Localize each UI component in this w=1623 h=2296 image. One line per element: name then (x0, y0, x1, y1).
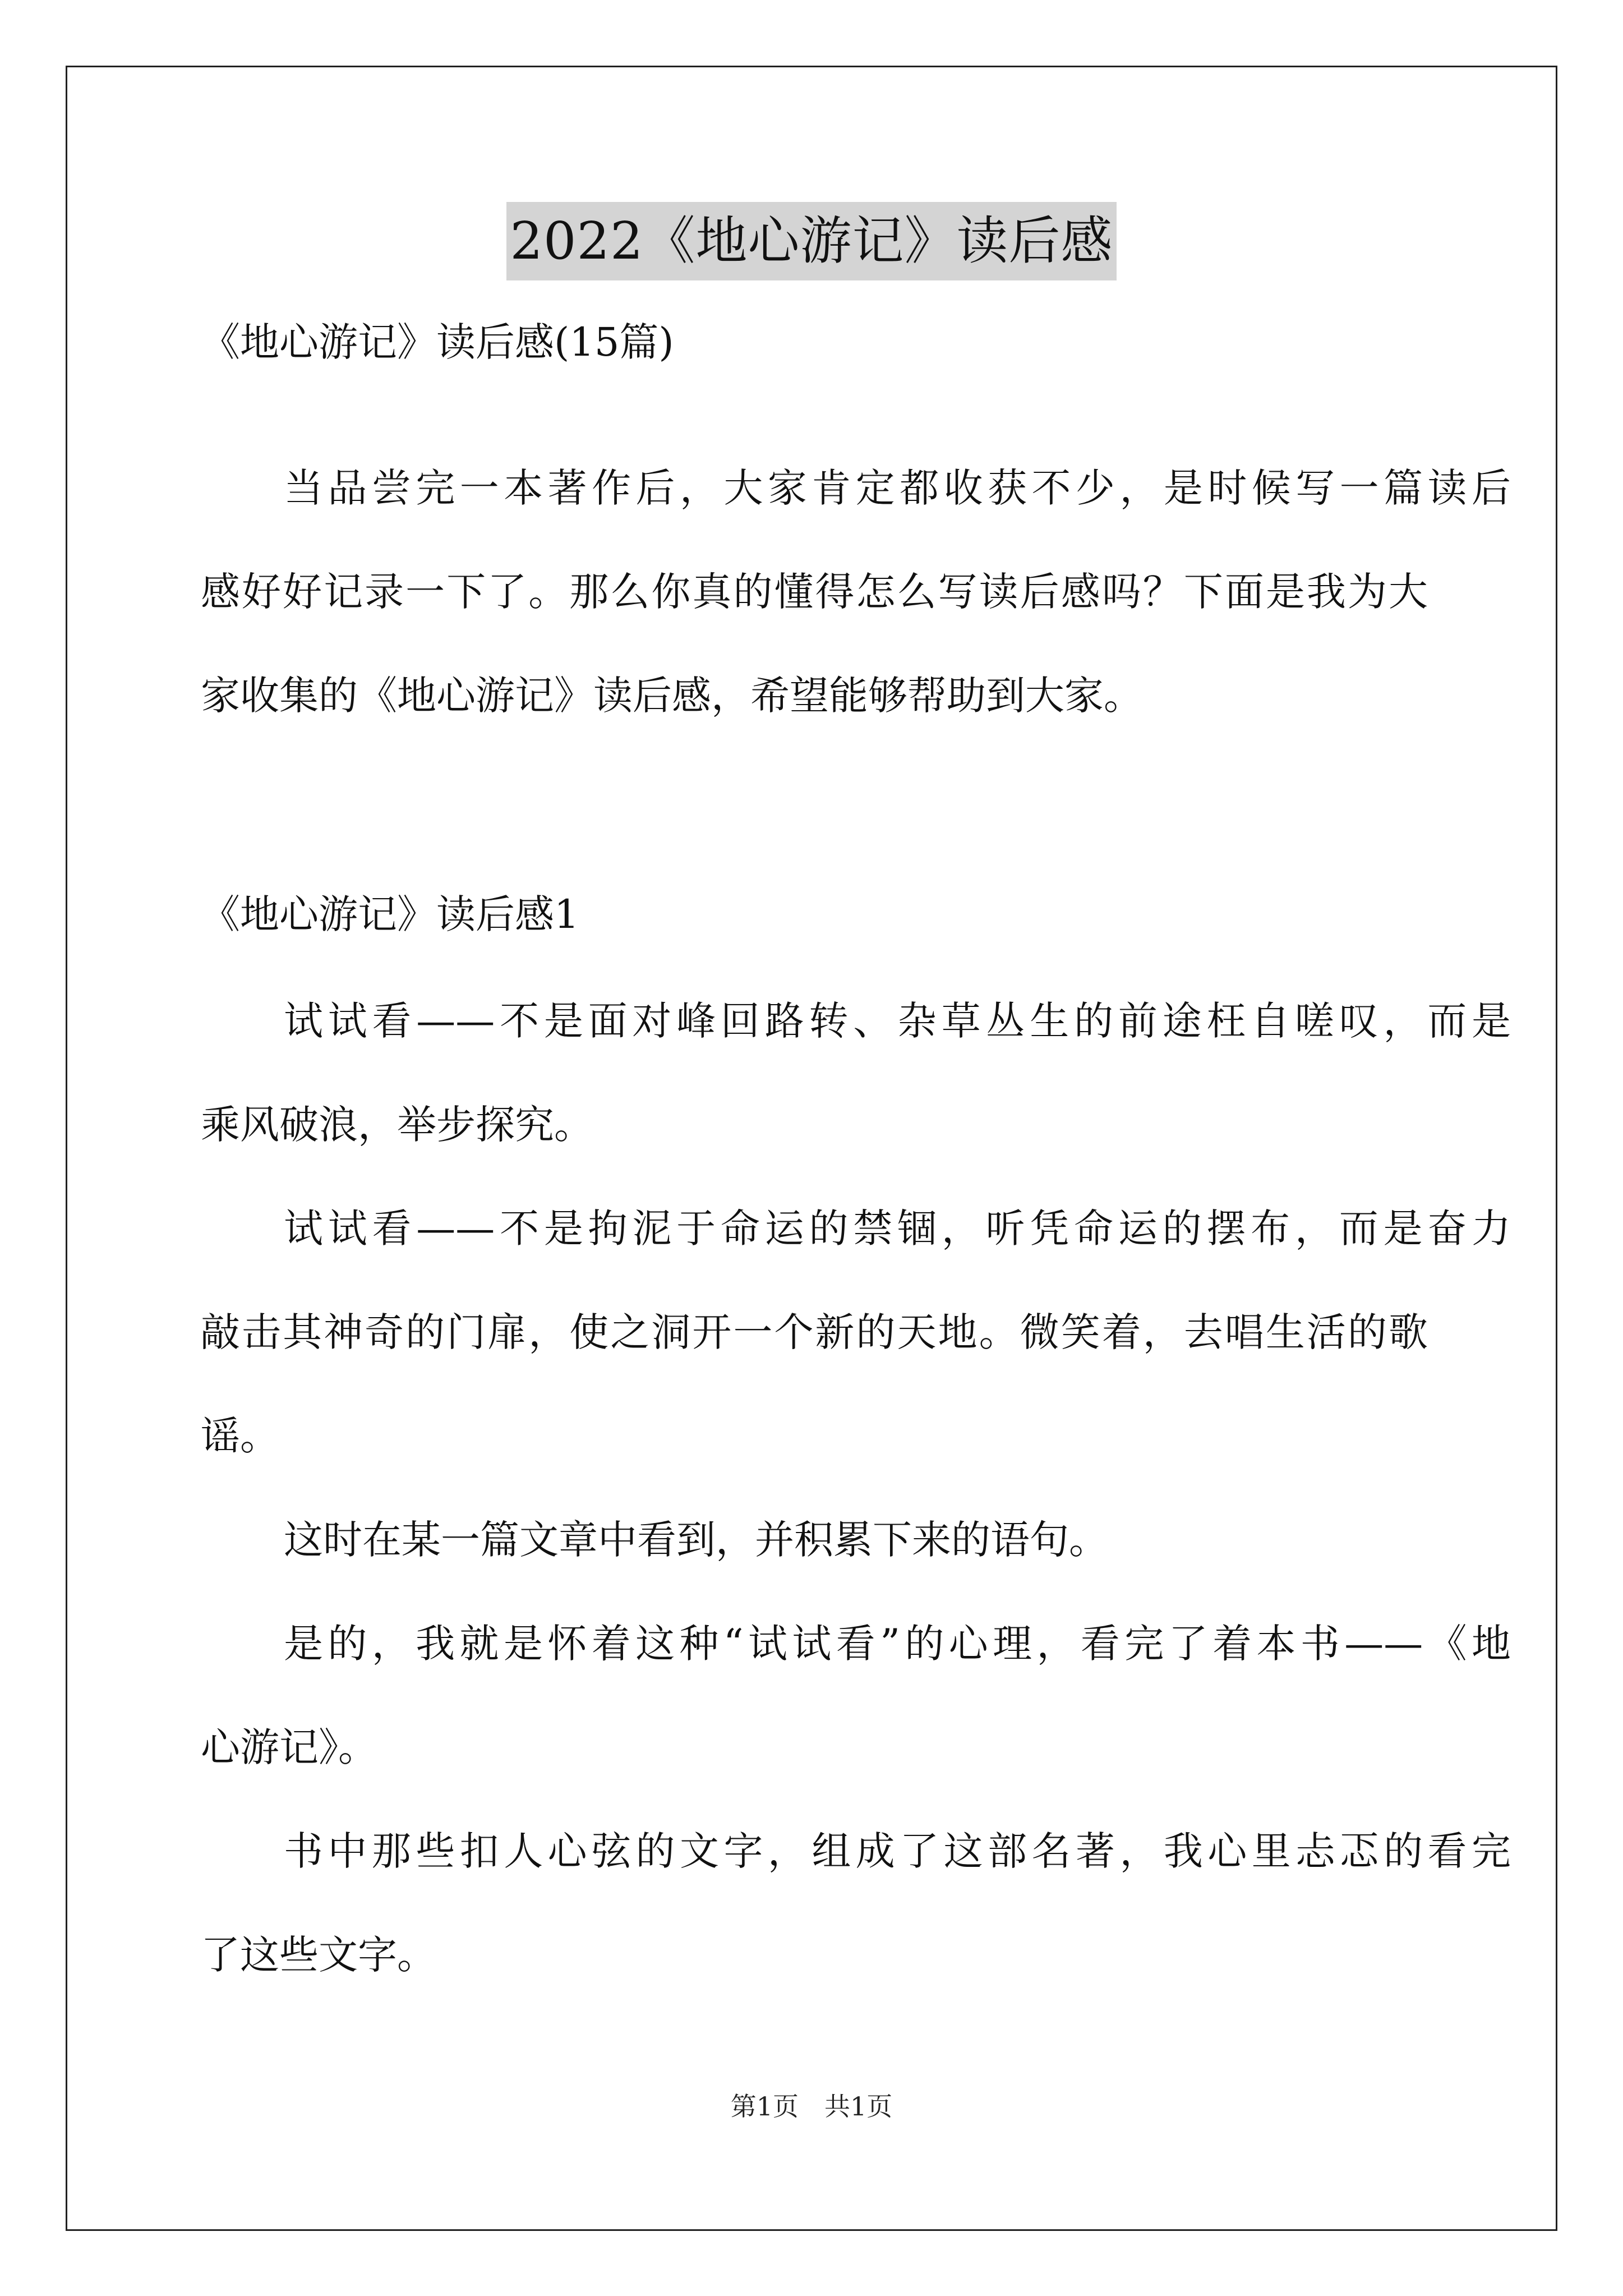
title-container (0, 202, 1623, 280)
document-title: 2022《地心游记》读后感 (506, 202, 1116, 280)
section-heading: 《地心游记》读后感1 (201, 891, 579, 937)
intro-line: 家收集的《地心游记》读后感，希望能够帮助到大家。 (201, 673, 1143, 719)
subtitle: 《地心游记》读后感(15篇) (201, 319, 674, 365)
body-line: 书中那些扣人心弦的文字，组成了这部名著，我心里忐忑的看完 (284, 1828, 1511, 1874)
page-footer: 第1页 共1页 (730, 2091, 893, 2122)
body-line: 这时在某一篇文章中看到，并积累下来的语句。 (284, 1517, 1108, 1563)
body-line: 了这些文字。 (201, 1932, 436, 1978)
body-line: 乘风破浪，举步探究。 (201, 1102, 593, 1148)
body-line: 谣。 (201, 1413, 279, 1459)
body-line: 是的，我就是怀着这种“试试看”的心理，看完了着本书——《地 (284, 1621, 1511, 1667)
intro-line: 感好好记录一下了。那么你真的懂得怎么写读后感吗？下面是我为大 (201, 569, 1428, 615)
body-line: 敲击其神奇的门扉，使之洞开一个新的天地。微笑着，去唱生活的歌 (201, 1309, 1428, 1355)
intro-line: 当品尝完一本著作后，大家肯定都收获不少，是时候写一篇读后 (284, 465, 1511, 511)
body-line: 心游记》。 (201, 1724, 377, 1770)
body-line: 试试看——不是面对峰回路转、杂草丛生的前途枉自嗟叹，而是 (284, 998, 1511, 1044)
body-line: 试试看——不是拘泥于命运的禁锢，听凭命运的摆布，而是奋力 (284, 1205, 1511, 1251)
